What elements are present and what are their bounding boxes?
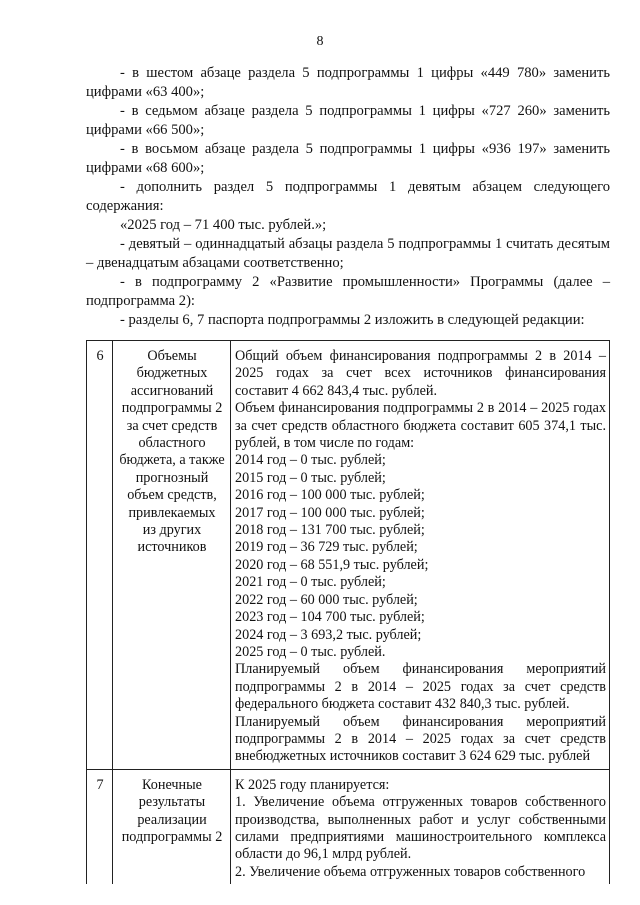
row-content: Общий объем финансирования подпрограммы 2 в 2014 – 2025 годах за счет всех источников финансирования составит 4 662 843,4 тыс. рублей. Объем финансирования подпрограммы 2 в 2014 – 2025 годах за счет средств областного бюджета составит 605 374,1 тыс. рублей, в том числе по годам: 2014 год – 0 тыс. рублей; 2015 год – 0 тыс. рублей; 2016 год – 100 000 тыс. рублей; 2017 год – 100 000 тыс. рублей; 2018 год – 131 700 тыс. рублей; 2019 год – 36 729 тыс. рублей; 2020 год – 68 551,9 тыс. рублей; 2021 год – 0 тыс. рублей; 2022 год – 60 000 тыс. рублей; 2023 год – 104 700 тыс. рублей; 2024 год – 3 693,2 тыс. рублей; 2025 год – 0 тыс. рублей. Планируемый объем финансирования мероприятий подпрограммы 2 в 2014 – 2025 годах за счет средств федерального бюджета составит 432 840,3 тыс. рублей. Планируемый объем финансирования мероприятий подпрограммы 2 в 2014 – 2025 годах за счет средств внебюджетных источников составит 3 624 629 тыс. рублей [231,341,610,770]
table-row [87,341,610,770]
amendment-paragraph: - девятый – одиннадцатый абзацы раздела 5 подпрограммы 1 считать десятым – двенадцатым абзацами соответственно; [86,236,610,271]
year-line: 2022 год – 60 000 тыс. рублей; [235,591,418,608]
quoted-text: «2025 год – 71 400 тыс. рублей.»; [120,217,327,233]
year-line: 2024 год – 3 693,2 тыс. рублей; [235,626,422,643]
amendment-paragraph: - разделы 6, 7 паспорта подпрограммы 2 изложить в следующей редакции: [120,312,585,328]
year-line: 2020 год – 68 551,9 тыс. рублей; [235,556,429,573]
amendment-paragraph: - дополнить раздел 5 подпрограммы 1 девятым абзацем следующего содержания: [86,179,610,214]
year-line: 2016 год – 100 000 тыс. рублей; [235,487,425,504]
row-label: Объемы бюджетных ассигнований подпрограммы 2 за счет средств областного бюджета, а также прогнозный объем средств, привлекаемых из других источников [113,341,231,770]
amendment-paragraph: - в подпрограмму 2 «Развитие промышленности» Программы (далее – подпрограмма 2): [86,274,610,309]
year-line: 2021 год – 0 тыс. рублей; [235,574,386,591]
amendment-paragraph: - в седьмом абзаце раздела 5 подпрограммы 1 цифры «727 260» заменить цифрами «66 500»; [86,103,610,138]
year-line: 2018 год – 131 700 тыс. рублей; [235,522,425,539]
amendments-text [86,64,610,330]
page-number: 8 [316,34,324,49]
row-content: К 2025 году планируется: 1. Увеличение объема отгруженных товаров собственного производства, выполненных работ и услуг собственными силами предприятиями машиностроительного комплекса области до 96,1 млрд рублей. 2. Увеличение объема отгруженных товаров собственного [231,769,610,884]
year-line: 2017 год – 100 000 тыс. рублей; [235,504,425,521]
year-line: 2015 год – 0 тыс. рублей; [235,469,386,486]
table-row [87,769,610,884]
row-number: 7 [87,769,113,884]
year-line: 2025 год – 0 тыс. рублей. [235,643,386,660]
row-number: 6 [87,341,113,770]
year-line: 2014 год – 0 тыс. рублей; [235,452,386,469]
row-label: Конечные результаты реализации подпрограммы 2 [113,769,231,884]
amendment-paragraph: - в шестом абзаце раздела 5 подпрограммы 1 цифры «449 780» заменить цифрами «63 400»; [86,65,610,100]
year-line: 2019 год – 36 729 тыс. рублей; [235,539,418,556]
passport-table [86,340,610,884]
year-line: 2023 год – 104 700 тыс. рублей; [235,609,425,626]
amendment-paragraph: - в восьмом абзаце раздела 5 подпрограммы 1 цифры «936 197» заменить цифрами «68 600»; [86,141,610,176]
